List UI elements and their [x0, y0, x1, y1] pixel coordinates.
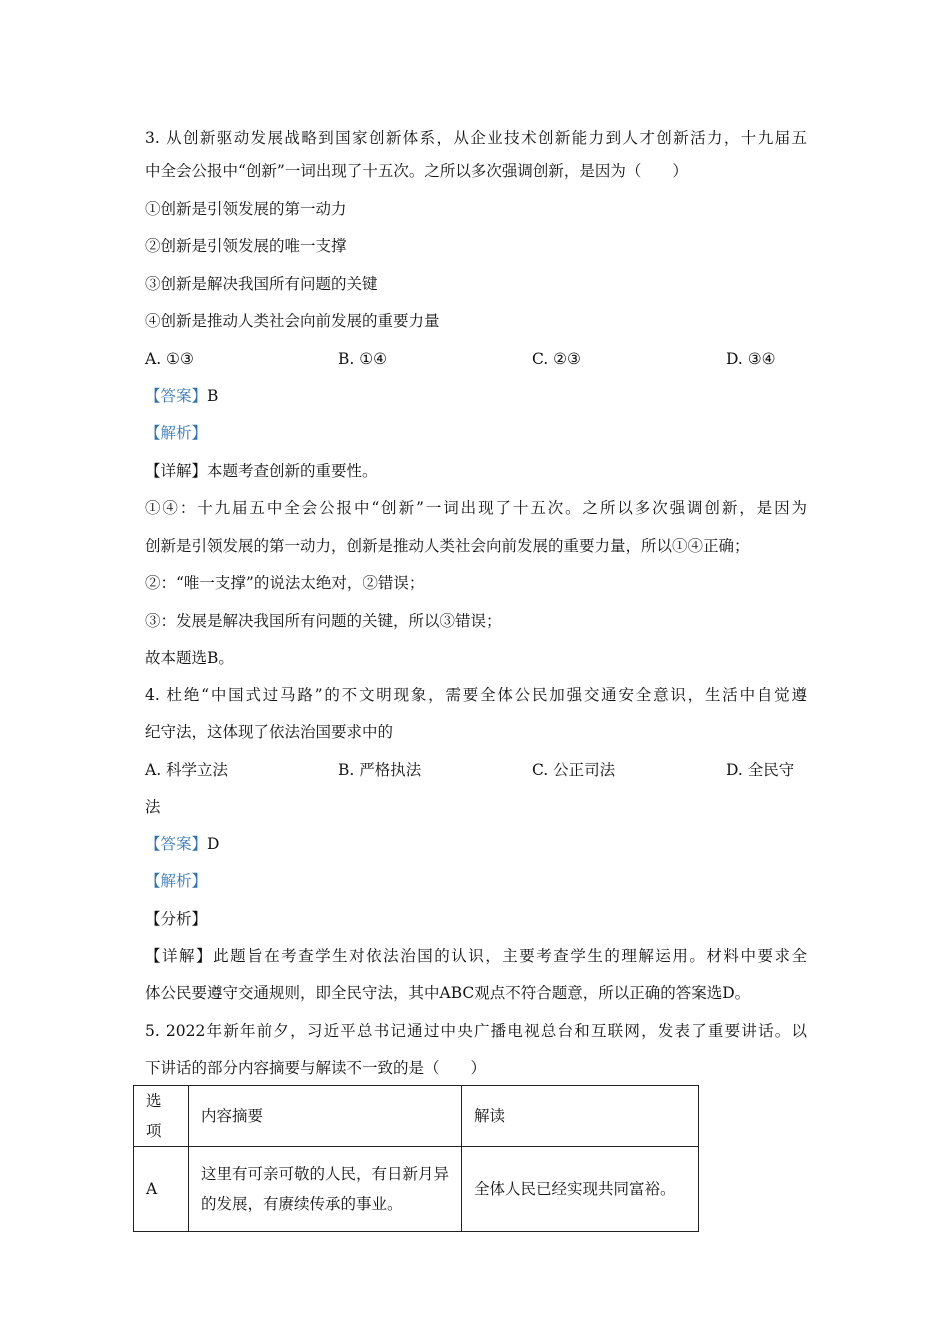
- q3-option-c: C. ②③: [532, 350, 581, 368]
- q3-stem-line1: 3. 从创新驱动发展战略到国家创新体系，从企业技术创新能力到人才创新活力，十九届五: [145, 129, 807, 147]
- q3-explain-line3: ②：“唯一支撑”的说法太绝对，②错误；: [145, 574, 425, 592]
- q4-option-c: C. 公正司法: [532, 761, 616, 779]
- header-reading: 解读: [462, 1086, 699, 1147]
- q4-answer: [145, 834, 219, 854]
- q5-table: [133, 1085, 699, 1232]
- q3-analysis-tag: 【解析】: [145, 424, 208, 442]
- q4-detail-text: 此题旨在考查学生对依法治国的认识，主要考查学生的理解运用。材料中要求全: [213, 947, 807, 965]
- header-option: 选项: [134, 1086, 189, 1147]
- q3-statement-4: ④创新是推动人类社会向前发展的重要力量: [145, 312, 440, 330]
- q4-option-a: A. 科学立法: [145, 761, 229, 779]
- q4-analysis-tag: 【解析】: [145, 872, 208, 890]
- detail-tag: 【详解】: [145, 462, 208, 480]
- q3-statement-1: ①创新是引领发展的第一动力: [145, 200, 347, 218]
- q3-statement-3: ③创新是解决我国所有问题的关键: [145, 275, 378, 293]
- q3-explain-line4: ③：发展是解决我国所有问题的关键，所以③错误；: [145, 612, 502, 630]
- q3-answer-value: B: [207, 387, 219, 405]
- answer-tag: 【答案】: [145, 835, 208, 853]
- q3-option-d: D. ③④: [726, 350, 776, 368]
- detail-tag: 【详解】: [145, 947, 214, 965]
- q3-explain-line2: 创新是引领发展的第一动力，创新是推动人类社会向前发展的重要力量，所以①④正确；: [145, 537, 750, 555]
- q4-stem-line2: 纪守法，这体现了依法治国要求中的: [145, 723, 394, 741]
- row-option: A: [134, 1147, 189, 1232]
- q3-answer: [145, 386, 218, 406]
- answer-tag: 【答案】: [145, 387, 208, 405]
- q3-detail: [145, 461, 378, 481]
- q5-stem-line1: 5. 2022年新年前夕，习近平总书记通过中央广播电视总台和互联网，发表了重要讲话。以: [145, 1022, 807, 1040]
- q5-stem-line2: 下讲话的部分内容摘要与解读不一致的是（ ）: [145, 1059, 487, 1077]
- q4-stem-line1: 4. 杜绝“中国式过马路”的不文明现象，需要全体公民加强交通安全意识，生活中自觉遵: [145, 686, 807, 704]
- q3-explain-line1: ①④：十九届五中全会公报中“创新”一词出现了十五次。之所以多次强调创新，是因为: [145, 499, 807, 517]
- header-summary: 内容摘要: [189, 1086, 462, 1147]
- q3-option-b: B. ①④: [338, 350, 388, 368]
- q3-option-a: A. ①③: [145, 350, 194, 368]
- q4-answer-value: D: [207, 835, 220, 853]
- table-row: [134, 1147, 699, 1232]
- q3-detail-text: 本题考查创新的重要性。: [207, 462, 378, 480]
- q4-detail-line2: 体公民要遵守交通规则，即全民守法，其中ABC观点不符合题意，所以正确的答案选D。: [145, 984, 751, 1002]
- q4-detail-line1: [145, 946, 807, 966]
- q3-conclusion: 故本题选B。: [145, 649, 234, 667]
- row-reading: 全体人民已经实现共同富裕。: [462, 1147, 699, 1232]
- q4-option-d: D. 全民守: [726, 761, 795, 779]
- q4-option-wrap: 法: [145, 798, 161, 816]
- row-summary: 这里有可亲可敬的人民，有日新月异的发展，有赓续传承的事业。: [189, 1147, 462, 1232]
- table-header-row: [134, 1086, 699, 1147]
- q3-statement-2: ②创新是引领发展的唯一支撑: [145, 237, 347, 255]
- q3-stem-line2: 中全会公报中“创新”一词出现了十五次。之所以多次强调创新，是因为（ ）: [145, 162, 688, 180]
- q4-fenxi-tag: 【分析】: [145, 910, 208, 928]
- q4-option-b: B. 严格执法: [338, 761, 422, 779]
